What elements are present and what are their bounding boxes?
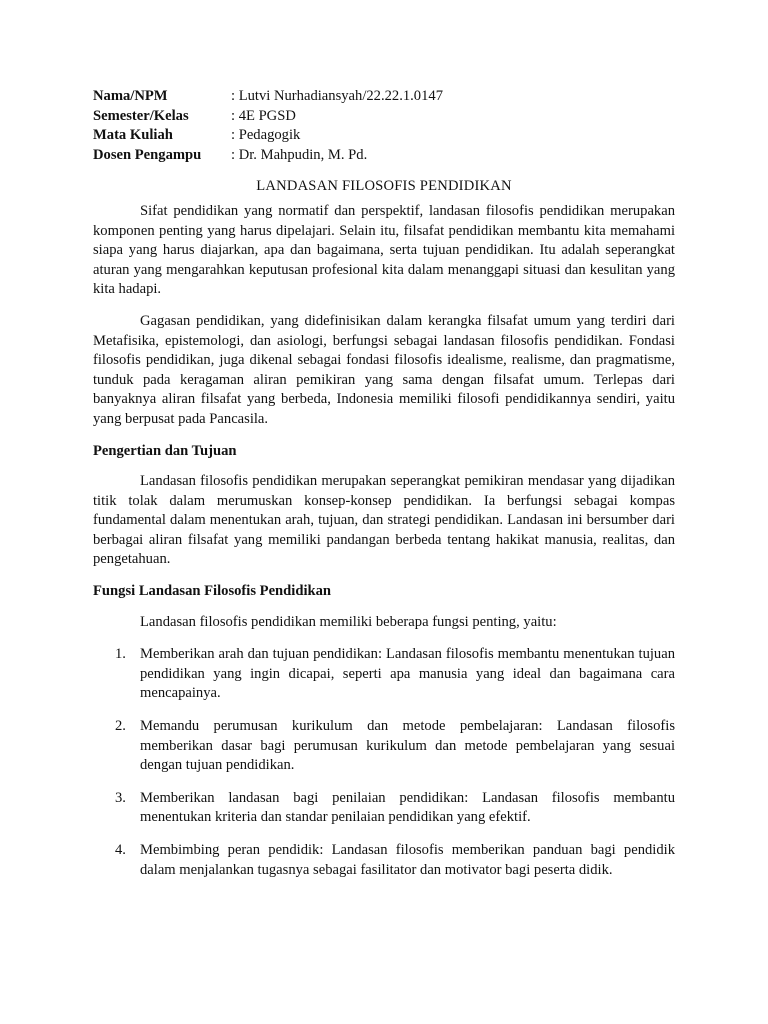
list-item-text: Memandu perumusan kurikulum dan metode pembelajaran: Landasan filosofis memberikan dasar bagi perumusan kurikulum dan metode pembelajaran yang sesuai dengan tujuan pendidikan. xyxy=(140,718,675,774)
info-value-semester: : 4E PGSD xyxy=(231,107,296,124)
document-page xyxy=(93,87,675,893)
intro-paragraph: Sifat pendidikan yang normatif dan perspektif, landasan filosofis pendidikan merupakan komponen penting yang harus dipelajari. Selain itu, filsafat pendidikan membantu kita memahami siapa yang harus diajarkan, apa dan bagaimana, serta tujuan pendidikan. Itu adalah seperangkat aturan yang mengarahkan keputusan profesional kita dalam menanggapi situasi dan kesulitan yang kita hadapi. xyxy=(93,202,675,298)
list-item-number: 2. xyxy=(115,718,126,735)
intro-paragraph: Gagasan pendidikan, yang didefinisikan dalam kerangka filsafat umum yang terdiri dari Metafisika, epistemologi, dan asiologi, berfungsi sebagai landasan filosofis pendidikan. Fondasi filosofis pendidikan, juga dikenal sebagai fondasi filosofis idealisme, realisme, dan pragmatisme, tunduk pada keragaman aliran pemikiran yang sama dengan filsafat umum. Terlepas dari banyaknya aliran filsafat yang berbeda, Indonesia memiliki filosofi pendidikannya sendiri, yaitu yang berpusat pada Pancasila. xyxy=(93,312,675,427)
document-title: LANDASAN FILOSOFIS PENDIDIKAN xyxy=(256,178,512,195)
info-value-nama: : Lutvi Nurhadiansyah/22.22.1.0147 xyxy=(231,88,443,104)
info-label-matakuliah: Mata Kuliah xyxy=(93,127,173,144)
list-item xyxy=(93,789,675,828)
list-item-number: 1. xyxy=(115,646,126,663)
list-item-text: Membimbing peran pendidik: Landasan filosofis memberikan panduan bagi pendidik dalam menjalankan tugasnya sebagai fasilitator dan motivator bagi peserta didik. xyxy=(140,842,675,878)
info-label-dosen: Dosen Pengampu xyxy=(93,146,202,163)
list-item-number: 4. xyxy=(115,842,126,858)
list-item xyxy=(93,645,675,704)
list-item-text: Memberikan landasan bagi penilaian pendidikan: Landasan filosofis membantu menentukan kriteria dan standar penilaian pendidikan yang efektif. xyxy=(140,789,675,826)
section-heading-fungsi: Fungsi Landasan Filosofis Pendidikan xyxy=(93,583,332,600)
list-item xyxy=(93,717,675,776)
info-label-nama: Nama/NPM xyxy=(93,88,168,104)
student-info-block xyxy=(93,87,675,165)
section-intro-fungsi: Landasan filosofis pendidikan memiliki beberapa fungsi penting, yaitu: xyxy=(140,613,557,630)
list-item xyxy=(93,841,675,880)
info-value-matakuliah: : Pedagogik xyxy=(231,127,301,144)
list-item-text: Memberikan arah dan tujuan pendidikan: Landasan filosofis membantu menentukan tujuan pendidikan yang ingin dicapai, seperti apa manusia yang ideal dan bagaimana cara mencapainya. xyxy=(140,646,675,702)
section-heading-pengertian: Pengertian dan Tujuan xyxy=(93,442,237,459)
fungsi-list xyxy=(93,645,675,880)
section-paragraph-pengertian: Landasan filosofis pendidikan merupakan seperangkat pemikiran mendasar yang dijadikan titik tolak dalam merumuskan konsep-konsep pendidikan. Ia berfungsi sebagai kompas fundamental dalam menentukan arah, tujuan, dan strategi pendidikan. Landasan ini bersumber dari berbagai aliran filsafat yang memiliki pandangan berbeda tentang hakikat manusia, realitas, dan pengetahuan. xyxy=(93,473,675,568)
list-item-number: 3. xyxy=(115,789,126,806)
info-value-dosen: : Dr. Mahpudin, M. Pd. xyxy=(231,146,368,163)
info-label-semester: Semester/Kelas xyxy=(93,107,189,124)
